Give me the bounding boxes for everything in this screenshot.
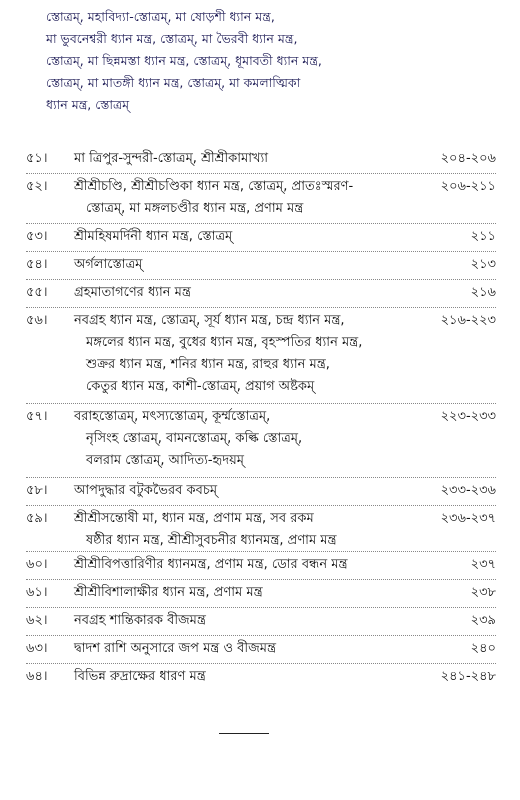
continuation-line: মা ভুবনেশ্বরী ধ্যান মন্ত্র, স্তোত্রম্‌, মা ভৈরবী ধ্যান মন্ত্র,	[46, 31, 298, 46]
entry-title	[74, 554, 404, 576]
entry-title	[74, 610, 404, 632]
entry-title-line: শ্রীশ্রীবিপত্তারিণীর ধ্যানমন্ত্র, প্রণাম মন্ত্র, ডোর বন্ধন মন্ত্র	[74, 557, 348, 572]
entry-title	[74, 666, 404, 688]
entry-title	[74, 638, 404, 660]
toc-entry	[26, 148, 496, 170]
entry-number: ৬৩।	[26, 641, 48, 656]
entry-page-range: ২৩৯	[470, 613, 496, 628]
entry-separator	[26, 307, 496, 308]
entry-title-line: গ্রহমাতাগণের ধ্যান মন্ত্র	[74, 285, 191, 300]
entry-number: ৫৩।	[26, 229, 48, 244]
entry-separator	[26, 223, 496, 224]
continuation-line: স্তোত্রম্‌, মহাবিদ্যা-স্তোত্রম্‌, মা ষোড়শী ধ্যান মন্ত্র,	[46, 9, 275, 24]
entry-title	[74, 176, 404, 220]
entry-separator	[26, 635, 496, 636]
entry-title-line: শ্রীশ্রীচণ্ডি, শ্রীশ্রীচণ্ডিকা ধ্যান মন্ত্র, স্তোত্রম্‌, প্রাতঃস্মরণ-	[74, 179, 354, 194]
toc-entry	[26, 310, 496, 398]
entry-number: ৫১।	[26, 151, 48, 166]
toc-entry	[26, 226, 496, 248]
entry-page-range: ২১১	[470, 229, 496, 244]
entry-number: ৫৯।	[26, 511, 48, 526]
entry-title-line: বলরাম স্তোত্রম্‌, আদিত্য-হৃদয়ম্‌	[86, 453, 244, 468]
entry-number: ৬০।	[26, 557, 48, 572]
toc-entry	[26, 406, 496, 472]
continuation-block	[46, 6, 376, 116]
entry-number: ৫৬।	[26, 313, 48, 328]
toc-entry	[26, 666, 496, 688]
entry-page-range: ২০৪-২০৬	[440, 151, 496, 166]
entry-separator	[26, 477, 496, 478]
entry-title-line: শুক্রর ধ্যান মন্ত্র, শনির ধ্যান মন্ত্র, রাহুর ধ্যান মন্ত্র,	[86, 357, 330, 372]
entry-page-range: ২১৬-২২৩	[440, 313, 496, 328]
entry-number: ৫২।	[26, 179, 48, 194]
toc-entry	[26, 176, 496, 220]
entry-title-line: শ্রীশ্রীবিশালাক্ষীর ধ্যান মন্ত্র, প্রণাম মন্ত্র	[74, 585, 263, 600]
toc-entry	[26, 638, 496, 660]
entry-title	[74, 254, 404, 276]
continuation-line: স্তোত্রম্‌, মা মাতঙ্গী ধ্যান মন্ত্র, স্তোত্রম্‌, মা কমলাত্মিকা	[46, 75, 301, 90]
entry-separator	[26, 505, 496, 506]
entry-title	[74, 406, 404, 472]
entry-title	[74, 148, 404, 170]
entry-title-line: মা ত্রিপুর-সুন্দরী-স্তোত্রম্‌, শ্রীশ্রীকামাখ্যা	[74, 151, 269, 166]
continuation-line: ধ্যান মন্ত্র, স্তোত্রম্‌	[46, 97, 130, 112]
entry-title-line: শ্রীশ্রীসন্তোষী মা, ধ্যান মন্ত্র, প্রণাম মন্ত্র, সব রকম	[74, 511, 314, 526]
toc-entry	[26, 480, 496, 502]
toc-entry	[26, 610, 496, 632]
entry-number: ৫৫।	[26, 285, 48, 300]
entry-title-line: নবগ্রহ শান্তিকারক বীজমন্ত্র	[74, 613, 206, 628]
entry-separator	[26, 251, 496, 252]
entry-number: ৫৪।	[26, 257, 48, 272]
toc-entry	[26, 508, 496, 552]
entry-title-line: কেতুর ধ্যান মন্ত্র, কাশী-স্তোত্রম্‌, প্রয়াগ অষ্টকম্‌	[86, 379, 315, 394]
entry-separator	[26, 663, 496, 664]
entry-page-range: ২২৩-২৩৩	[440, 409, 496, 424]
entry-page-range: ২৩৩-২৩৬	[440, 483, 496, 498]
entry-title-line: বিভিন্ন রুদ্রাক্ষের ধারণ মন্ত্র	[74, 669, 206, 684]
entry-page-range: ২০৬-২১১	[440, 179, 496, 194]
entry-separator	[26, 551, 496, 552]
entry-page-range: ২৪০	[470, 641, 496, 656]
entry-separator	[26, 173, 496, 174]
entry-number: ৫৭।	[26, 409, 48, 424]
entry-title-line: অর্গলাস্তোত্রম্‌	[74, 257, 143, 272]
entry-number: ৬৪।	[26, 669, 48, 684]
entry-title-line: দ্বাদশ রাশি অনুসারে জপ মন্ত্র ও বীজমন্ত্র	[74, 641, 276, 656]
entry-number: ৫৮।	[26, 483, 48, 498]
entry-separator	[26, 403, 496, 404]
entry-title-line: ষষ্ঠীর ধ্যান মন্ত্র, শ্রীশ্রীসুবচনীর ধ্যানমন্ত্র, প্রণাম মন্ত্র	[86, 533, 337, 548]
entry-title	[74, 582, 404, 604]
entry-page-range: ২৪১-২৪৮	[440, 669, 496, 684]
entry-separator	[26, 279, 496, 280]
entry-page-range: ২৩৬-২৩৭	[440, 511, 496, 526]
entry-number: ৬২।	[26, 613, 48, 628]
toc-entry	[26, 582, 496, 604]
entry-page-range: ২৩৮	[470, 585, 496, 600]
entry-title-line: আপদুদ্ধার বটুকভৈরব কবচম্‌	[74, 483, 218, 498]
entry-title	[74, 226, 404, 248]
entry-title-line: বরাহস্তোত্রম্‌, মৎস্যস্তোত্রম্‌, কূর্ম্মস্তোত্রম্‌,	[74, 409, 271, 424]
entry-title	[74, 508, 404, 552]
toc-entry	[26, 254, 496, 276]
entry-title	[74, 282, 404, 304]
toc-entry	[26, 554, 496, 576]
entry-page-range: ২৩৭	[470, 557, 496, 572]
entry-separator	[26, 607, 496, 608]
end-rule	[219, 733, 269, 734]
entry-separator	[26, 579, 496, 580]
entry-title-line: স্তোত্রম্‌, মা মঙ্গলচণ্ডীর ধ্যান মন্ত্র, প্রণাম মন্ত্র	[86, 201, 304, 216]
entry-page-range: ২১৬	[470, 285, 496, 300]
entry-title-line: নৃসিংহ স্তোত্রম্‌, বামনস্তোত্রম্‌, কল্কি স্তোত্রম্‌,	[86, 431, 303, 446]
continuation-line: স্তোত্রম্‌, মা ছিন্নমস্তা ধ্যান মন্ত্র, স্তোত্রম্‌, ধূমাবতী ধ্যান মন্ত্র,	[46, 53, 322, 68]
entry-page-range: ২১৩	[470, 257, 496, 272]
toc-entry	[26, 282, 496, 304]
entry-number: ৬১।	[26, 585, 48, 600]
entry-title-line: মঙ্গলের ধ্যান মন্ত্র, বুধের ধ্যান মন্ত্র, বৃহস্পতির ধ্যান মন্ত্র,	[86, 335, 363, 350]
entry-title	[74, 310, 404, 398]
entry-title-line: নবগ্রহ ধ্যান মন্ত্র, স্তোত্রম্‌, সূর্য ধ্যান মন্ত্র, চন্দ্র ধ্যান মন্ত্র,	[74, 313, 345, 328]
entry-title-line: শ্রীমহিষমর্দিনী ধ্যান মন্ত্র, স্তোত্রম্‌	[74, 229, 233, 244]
entry-title	[74, 480, 404, 502]
